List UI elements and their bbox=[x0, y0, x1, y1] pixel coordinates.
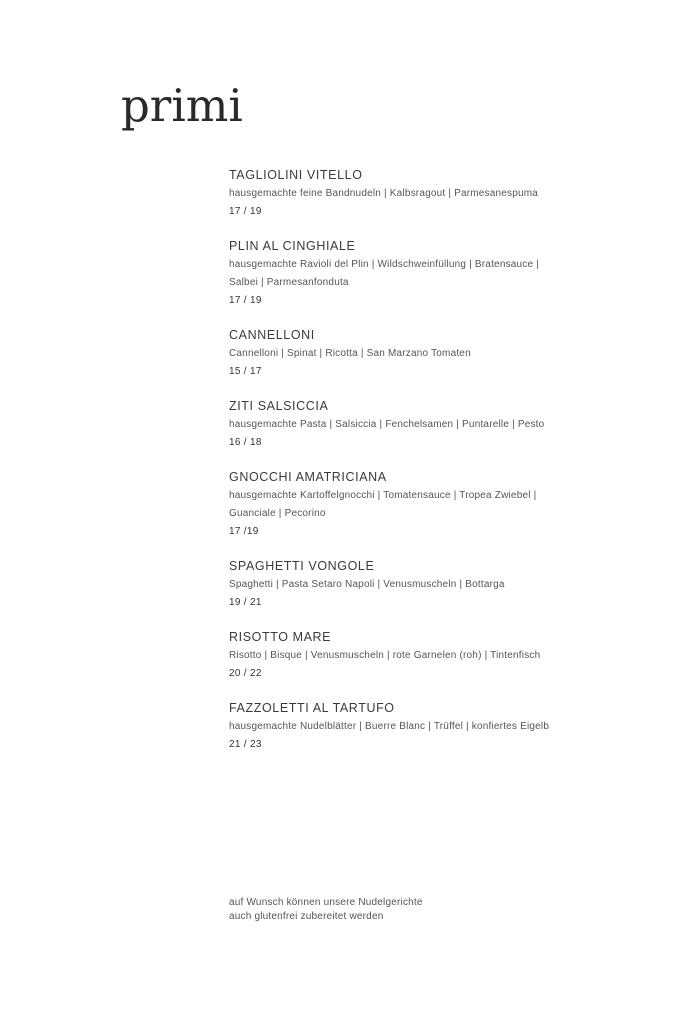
menu-item bbox=[229, 699, 669, 754]
dish-description: hausgemachte Kartoffelgnocchi | Tomatensauce | Tropea Zwiebel | bbox=[229, 490, 537, 501]
menu-item bbox=[229, 628, 669, 683]
dish-description: hausgemachte Pasta | Salsiccia | Fenchelsamen | Puntarelle | Pesto bbox=[229, 419, 545, 430]
menu-item bbox=[229, 397, 669, 452]
dish-name: GNOCCHI AMATRICIANA bbox=[229, 470, 387, 484]
menu-list bbox=[229, 166, 669, 770]
menu-item bbox=[229, 326, 669, 381]
dish-name: ZITI SALSICCIA bbox=[229, 399, 329, 413]
dish-name: RISOTTO MARE bbox=[229, 630, 332, 644]
menu-item bbox=[229, 166, 669, 221]
dish-name: PLIN AL CINGHIALE bbox=[229, 239, 356, 253]
footnote-line: auch glutenfrei zubereitet werden bbox=[229, 911, 384, 922]
gluten-free-note bbox=[229, 896, 529, 924]
dish-price: 17 / 19 bbox=[229, 295, 262, 306]
dish-name: FAZZOLETTI AL TARTUFO bbox=[229, 701, 395, 715]
dish-description: Guanciale | Pecorino bbox=[229, 508, 326, 519]
footnote-line: auf Wunsch können unsere Nudelgerichte bbox=[229, 897, 423, 908]
dish-price: 19 / 21 bbox=[229, 597, 262, 608]
dish-price: 16 / 18 bbox=[229, 437, 262, 448]
dish-name: TAGLIOLINI VITELLO bbox=[229, 168, 363, 182]
dish-name: CANNELLONI bbox=[229, 328, 315, 342]
dish-price: 17 / 19 bbox=[229, 206, 262, 217]
menu-item bbox=[229, 237, 669, 310]
page-title: primi bbox=[121, 79, 243, 132]
menu-item bbox=[229, 468, 669, 541]
dish-description: Cannelloni | Spinat | Ricotta | San Marzano Tomaten bbox=[229, 348, 471, 359]
dish-price: 21 / 23 bbox=[229, 739, 262, 750]
dish-description: hausgemachte Nudelblätter | Buerre Blanc | Trüffel | konfiertes Eigelb bbox=[229, 721, 550, 732]
dish-description: Salbei | Parmesanfonduta bbox=[229, 277, 349, 288]
dish-name: SPAGHETTI VONGOLE bbox=[229, 559, 375, 573]
dish-price: 15 / 17 bbox=[229, 366, 262, 377]
dish-price: 20 / 22 bbox=[229, 668, 262, 679]
dish-price: 17 /19 bbox=[229, 526, 259, 537]
menu-item bbox=[229, 557, 669, 612]
dish-description: Risotto | Bisque | Venusmuscheln | rote Garnelen (roh) | Tintenfisch bbox=[229, 650, 541, 661]
dish-description: hausgemachte feine Bandnudeln | Kalbsragout | Parmesanespuma bbox=[229, 188, 539, 199]
dish-description: Spaghetti | Pasta Setaro Napoli | Venusmuscheln | Bottarga bbox=[229, 579, 505, 590]
dish-description: hausgemachte Ravioli del Plin | Wildschweinfüllung | Bratensauce | bbox=[229, 259, 540, 270]
